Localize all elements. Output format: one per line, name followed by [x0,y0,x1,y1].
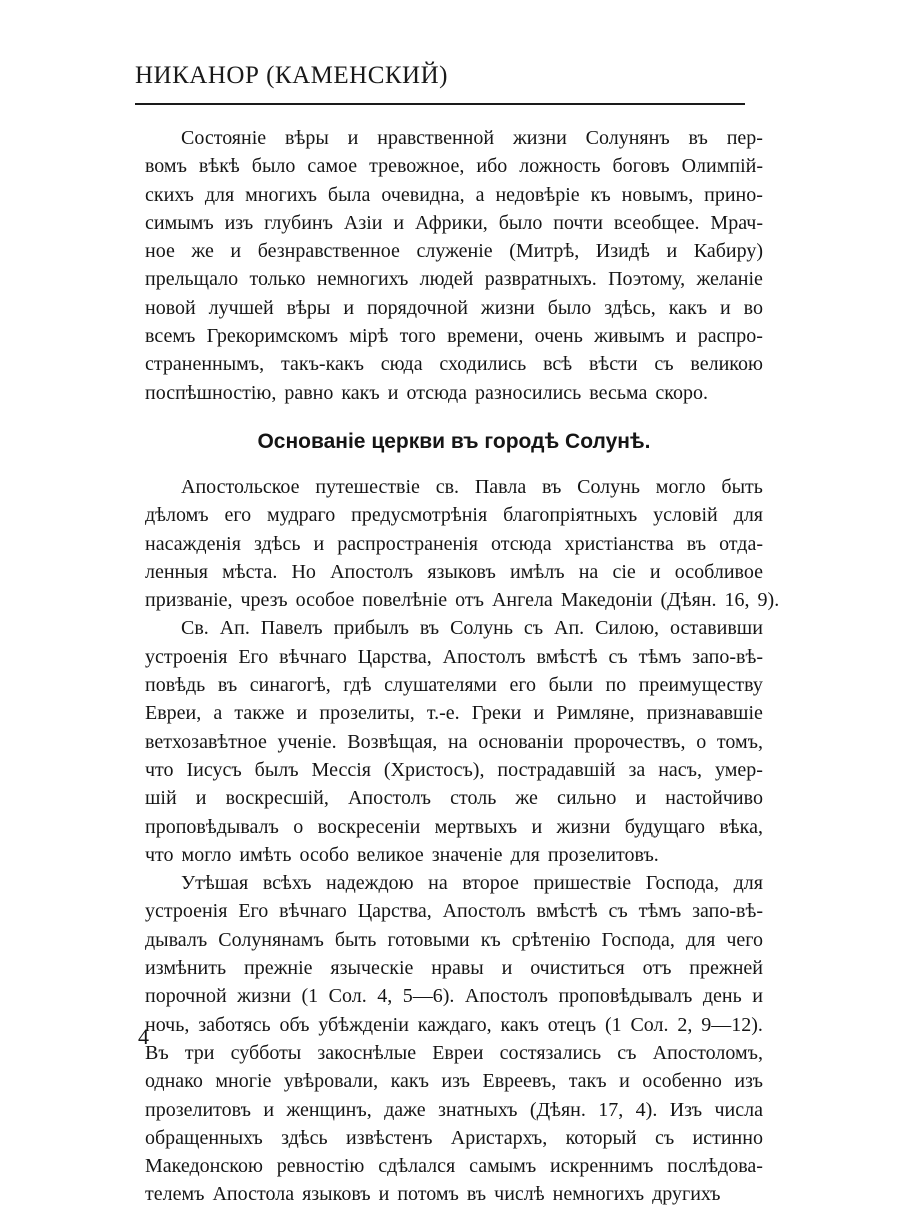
paragraph [145,869,763,1209]
text-line: порочной жизни (1 Сол. 4, 5—6). Апостолъ проповѣдывалъ день и [145,985,763,1008]
text-line: вомъ вѣкѣ было самое тревожное, ибо ложность боговъ Олимпій- [145,155,763,178]
text-line: скихъ для многихъ была очевидна, а недовѣріе къ новымъ, прино- [145,183,763,206]
paragraph [145,124,763,407]
page-body [145,124,780,1209]
text-line: призваніе, чрезъ особое повелѣніе отъ Ангела Македоніи (Дѣян. 16, 9). [145,589,780,612]
text-line: измѣнить прежніе языческіе нравы и очиститься отъ прежней [145,957,763,980]
text-line: проповѣдывалъ о воскресеніи мертвыхъ и жизни будущаго вѣка, [145,815,763,838]
text-line: дывалъ Солунянамъ быть готовыми къ срѣтенію Господа, для чего [145,928,763,951]
text-line: повѣдь въ синагогѣ, гдѣ слушателями его были по преимуществу [145,674,763,697]
text-line: Апостольское путешествіе св. Павла въ Солунь могло быть [181,475,763,498]
paragraph [145,473,780,614]
text-line: однако многіе увѣровали, какъ изъ Евреевъ, такъ и особенно изъ [145,1070,763,1093]
text-line: Утѣшая всѣхъ надеждою на второе пришествіе Господа, для [181,872,763,895]
text-line: ветхозавѣтное ученіе. Возвѣщая, на основаніи пророчествъ, о томъ, [145,730,763,753]
text-line: новой лучшей вѣры и порядочной жизни было здѣсь, какъ и во [145,296,763,319]
text-line: Евреи, а также и прозелиты, т.-е. Греки и Римляне, признававшіе [145,702,763,725]
text-line: ленныя мѣста. Но Апостолъ языковъ имѣлъ на сіе и особливое [145,560,763,583]
text-line: Состояніе вѣры и нравственной жизни Солунянъ въ пер- [181,127,763,149]
section-heading: Основаніе церкви въ городѣ Солунѣ. [257,429,651,453]
paragraph [145,614,763,869]
page-number: 4 [138,1024,149,1049]
text-line: обращенныхъ здѣсь извѣстенъ Аристархъ, который съ истинно [145,1126,763,1149]
text-line: ночь, заботясь объ убѣжденіи каждаго, какъ отецъ (1 Сол. 2, 9—12). [145,1013,763,1036]
text-line: устроенія Его вѣчнаго Царства, Апостолъ вмѣстѣ съ тѣмъ запо-вѣ- [145,900,763,923]
text-line: прозелитовъ и женщинъ, даже знатныхъ (Дѣян. 17, 4). Изъ числа [145,1098,763,1121]
text-line: устроенія Его вѣчнаго Царства, Апостолъ вмѣстѣ съ тѣмъ запо-вѣ- [145,645,763,668]
text-line: что могло имѣть особо великое значеніе для прозелитовъ. [145,843,659,866]
text-line: дѣломъ его мудраго предусмотрѣнія благопріятныхъ условій для [145,504,763,527]
text-line: прельщало только немногихъ людей развратныхъ. Поэтому, желаніе [145,268,763,291]
text-line: всемъ Грекоримскомъ мірѣ того времени, очень живымъ и распро- [145,325,763,348]
running-head: НИКАНОР (КАМЕНСКИЙ) [135,62,448,89]
text-line: насажденія здѣсь и распространенія отсюда христіанства въ отда- [145,532,763,555]
text-line: поспѣшностію, равно какъ и отсюда разносились весьма скоро. [145,381,708,404]
header-rule [135,103,745,105]
text-line: Македонскою ревностію сдѣлался самымъ искреннимъ послѣдова- [145,1155,763,1178]
text-line: шій и воскресшій, Апостолъ столь же сильно и настойчиво [145,787,763,810]
text-line: Въ три субботы закоснѣлые Евреи состязались съ Апостоломъ, [145,1041,763,1064]
text-line: что Іисусъ былъ Мессія (Христосъ), пострадавшій за насъ, умер- [145,758,763,781]
text-line: симымъ изъ глубинъ Азіи и Африки, было почти всеобщее. Мрач- [145,211,763,234]
text-line: Св. Ап. Павелъ прибылъ въ Солунь съ Ап. Силою, оставивши [181,617,763,640]
text-line: страненнымъ, такъ-какъ сюда сходились всѣ вѣсти съ великою [145,353,763,376]
text-line: телемъ Апостола языковъ и потомъ въ числѣ немногихъ другихъ [145,1183,721,1206]
text-line: ное же и безнравственное служеніе (Митрѣ, Изидѣ и Кабиру) [145,240,763,263]
